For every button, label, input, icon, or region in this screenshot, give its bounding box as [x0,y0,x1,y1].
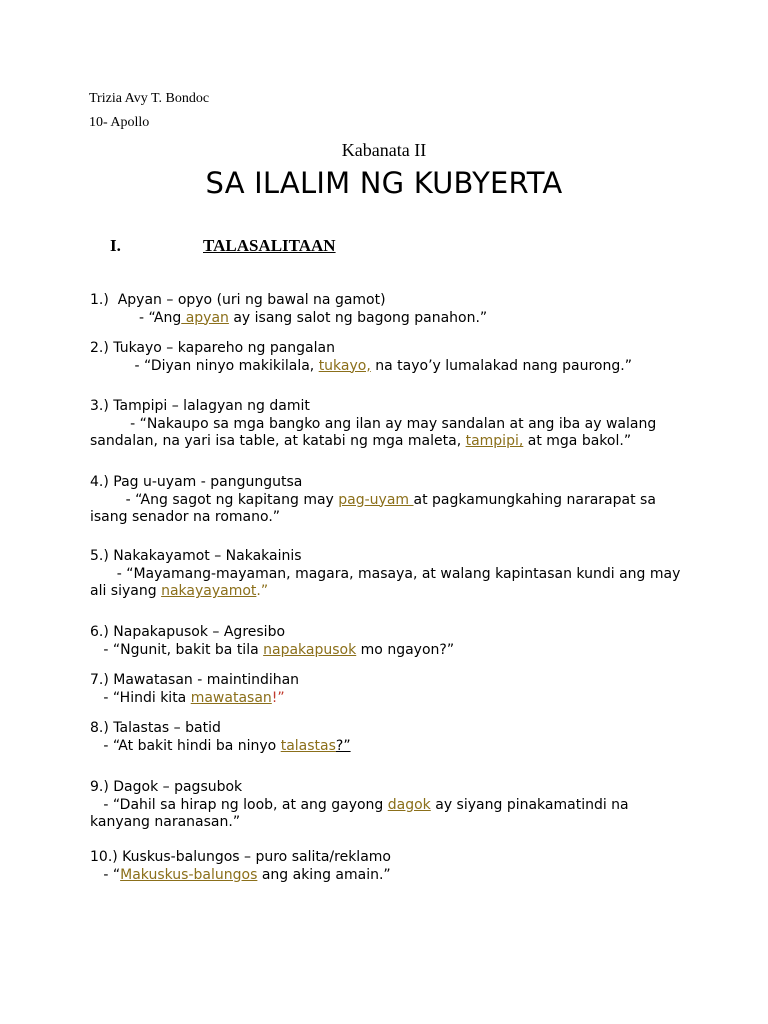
entry-example: - “At bakit hindi ba ninyo talastas?” [103,737,351,754]
heading-title: TALASALITAAN [203,236,336,255]
author-name: Trizia Avy T. Bondoc [89,91,210,106]
entry-term: 4.) Pag u-uyam - pangungutsa [90,474,303,490]
entry-term: 6.) Napakapusok – Agresibo [90,624,286,640]
vocabulary-entry [90,340,650,375]
entry-example: - “Ang sagot ng kapitang may pag-uyam at pagkamungkahing nararapat sa [125,491,656,508]
vocabulary-entry [90,779,650,832]
entry-term: 2.) Tukayo – kapareho ng pangalan [90,340,335,356]
highlighted-word: napakapusok [263,641,357,658]
entry-term: 1.) Apyan – opyo (uri ng bawal na gamot) [90,292,386,308]
entry-example-line2: sandalan, na yari isa table, at katabi ng mga maleta, tampipi, at mga bakol.” [90,433,632,450]
class-section: 10- Apollo [89,115,150,130]
page-title: SA ILALIM NG KUBYERTA [205,166,563,200]
entry-term: 5.) Nakakayamot – Nakakainis [90,548,302,564]
highlighted-word: pag-uyam [338,491,414,508]
entry-example: - “Ang apyan ay isang salot ng bagong panahon.” [138,309,488,326]
entry-term: 3.) Tampipi – lalagyan ng damit [90,398,310,414]
highlighted-word: nakayayamot [161,583,257,600]
vocabulary-entry [90,720,650,755]
entry-term: 10.) Kuskus-balungos – puro salita/reklamo [90,849,391,865]
heading-number: I. [110,236,121,255]
highlighted-word: tampipi, [465,433,524,450]
vocabulary-entry [90,398,657,451]
highlighted-word: mawatasan [190,689,272,706]
highlighted-word: Makuskus-balungos [120,866,258,883]
vocabulary-entry [90,624,650,659]
entry-example: - “Hindi kita mawatasan!” [103,689,285,706]
vocabulary-entry [90,292,650,327]
vocabulary-entry [90,548,681,601]
highlighted-word: dagok [387,796,431,813]
entry-example: - “Nakaupo sa mga bangko ang ilan ay may sandalan at ang iba ay walang [130,415,657,432]
highlighted-word: talastas [280,737,336,754]
entry-example: - “Mayamang-mayaman, magara, masaya, at walang kapintasan kundi ang may [116,565,681,582]
vocabulary-entry [90,849,650,884]
entry-term: 8.) Talastas – batid [90,720,221,736]
vocabulary-entry [90,672,650,707]
highlighted-word: apyan [181,309,229,326]
chapter-label: Kabanata II [341,140,427,160]
entry-example: - “Dahil sa hirap ng loob, at ang gayong dagok ay siyang pinakamatindi na [103,796,629,813]
entry-example-line2: kanyang naranasan.” [90,814,241,831]
entry-example: - “Ngunit, bakit ba tila napakapusok mo ngayon?” [103,641,455,658]
entry-term: 9.) Dagok – pagsubok [90,779,243,795]
entry-example: - “Makuskus-balungos ang aking amain.” [103,866,391,883]
entry-example: - “Diyan ninyo makikilala, tukayo, na tayo’y lumalakad nang paurong.” [134,357,632,374]
highlighted-word: tukayo, [318,357,371,374]
entry-term: 7.) Mawatasan - maintindihan [90,672,300,688]
vocabulary-entry [90,474,656,527]
entry-example-line2: isang senador na romano.” [90,509,281,526]
entry-example-line2: ali siyang nakayayamot.” [90,583,269,600]
